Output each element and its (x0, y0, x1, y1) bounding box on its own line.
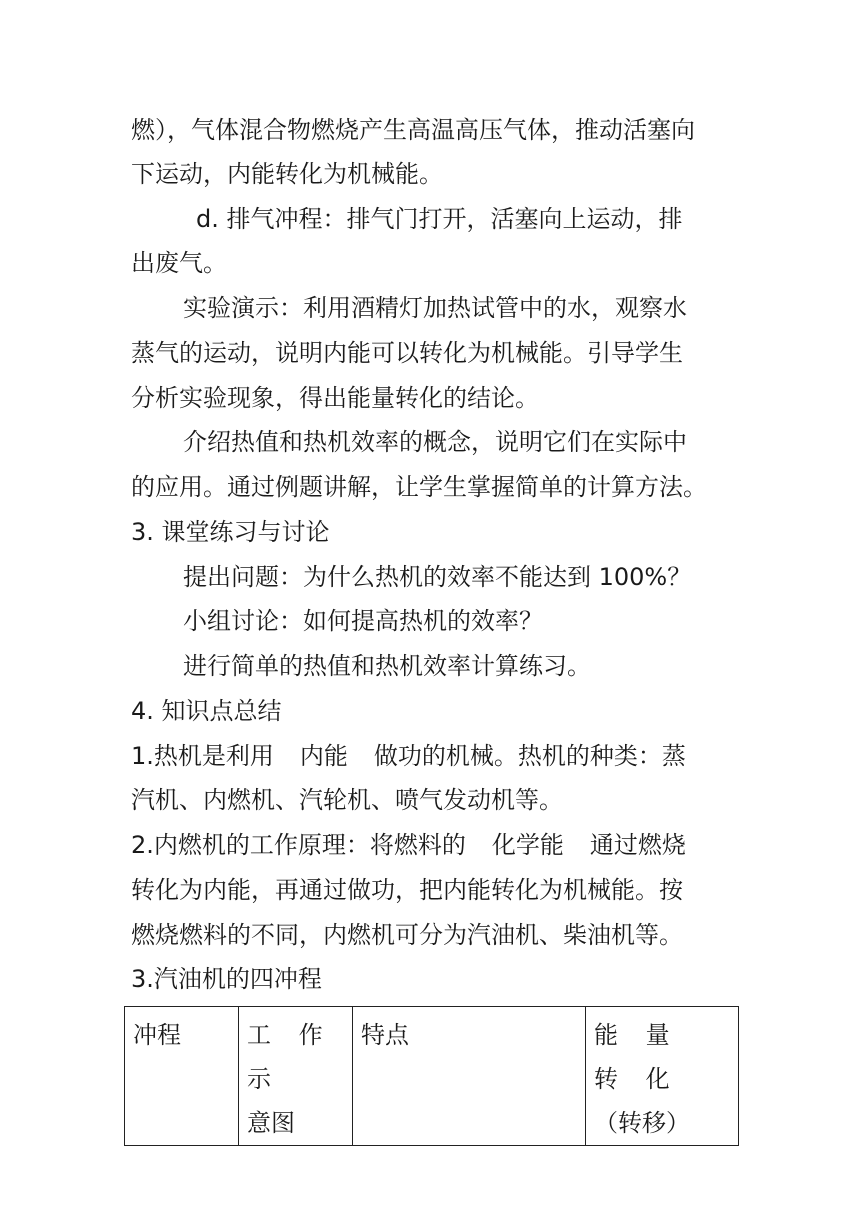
table-header-cell: 能 量 转 化 （转移） (586, 1007, 739, 1146)
summary-text: 1.热机是利用 (131, 742, 274, 770)
table-header-row (125, 1007, 739, 1146)
paragraph-line: d. 排气冲程：排气门打开，活塞向上运动，排 (196, 205, 683, 233)
section-heading: 3.汽油机的四冲程 (131, 965, 322, 993)
paragraph-line: 出废气。 (131, 249, 227, 277)
four-stroke-table (124, 1006, 739, 1146)
paragraph-line: 实验演示：利用酒精灯加热试管中的水，观察水 (183, 294, 687, 322)
summary-point-1 (131, 733, 741, 779)
paragraph-line: 转化为内能，再通过做功，把内能转化为机械能。按 (131, 876, 683, 904)
section-heading: 4. 知识点总结 (131, 697, 282, 725)
table-header-cell: 工 作 示 意图 (239, 1007, 353, 1146)
paragraph-line: 蒸气的运动，说明内能可以转化为机械能。引导学生 (131, 339, 683, 367)
paragraph-line: 的应用。通过例题讲解，让学生掌握简单的计算方法。 (131, 473, 707, 501)
paragraph-line: 提出问题：为什么热机的效率不能达到 100%？ (183, 563, 692, 591)
fill-in-answer: 内能 (299, 742, 348, 770)
paragraph-line: 进行简单的热值和热机效率计算练习。 (183, 652, 591, 680)
summary-text: 做功的机械。热机的种类：蒸 (373, 742, 686, 770)
section-heading: 3. 课堂练习与讨论 (131, 518, 330, 546)
summary-text: 通过燃烧 (589, 831, 686, 859)
summary-point-2 (131, 822, 741, 868)
paragraph-line: 燃烧燃料的不同，内燃机可分为汽油机、柴油机等。 (131, 921, 683, 949)
summary-text: 2.内燃机的工作原理：将燃料的 (131, 831, 466, 859)
table-header-cell: 特点 (353, 1007, 586, 1146)
fill-in-answer: 化学能 (491, 831, 564, 859)
paragraph-line: 燃），气体混合物燃烧产生高温高压气体，推动活塞向 (131, 116, 695, 144)
paragraph-line: 小组讨论：如何提高热机的效率？ (183, 607, 543, 635)
table-header-cell: 冲程 (125, 1007, 239, 1146)
paragraph-line: 介绍热值和热机效率的概念，说明它们在实际中 (183, 428, 687, 456)
paragraph-line: 汽机、内燃机、汽轮机、喷气发动机等。 (131, 786, 563, 814)
paragraph-line: 下运动，内能转化为机械能。 (131, 160, 443, 188)
paragraph-line: 分析实验现象，得出能量转化的结论。 (131, 384, 539, 412)
